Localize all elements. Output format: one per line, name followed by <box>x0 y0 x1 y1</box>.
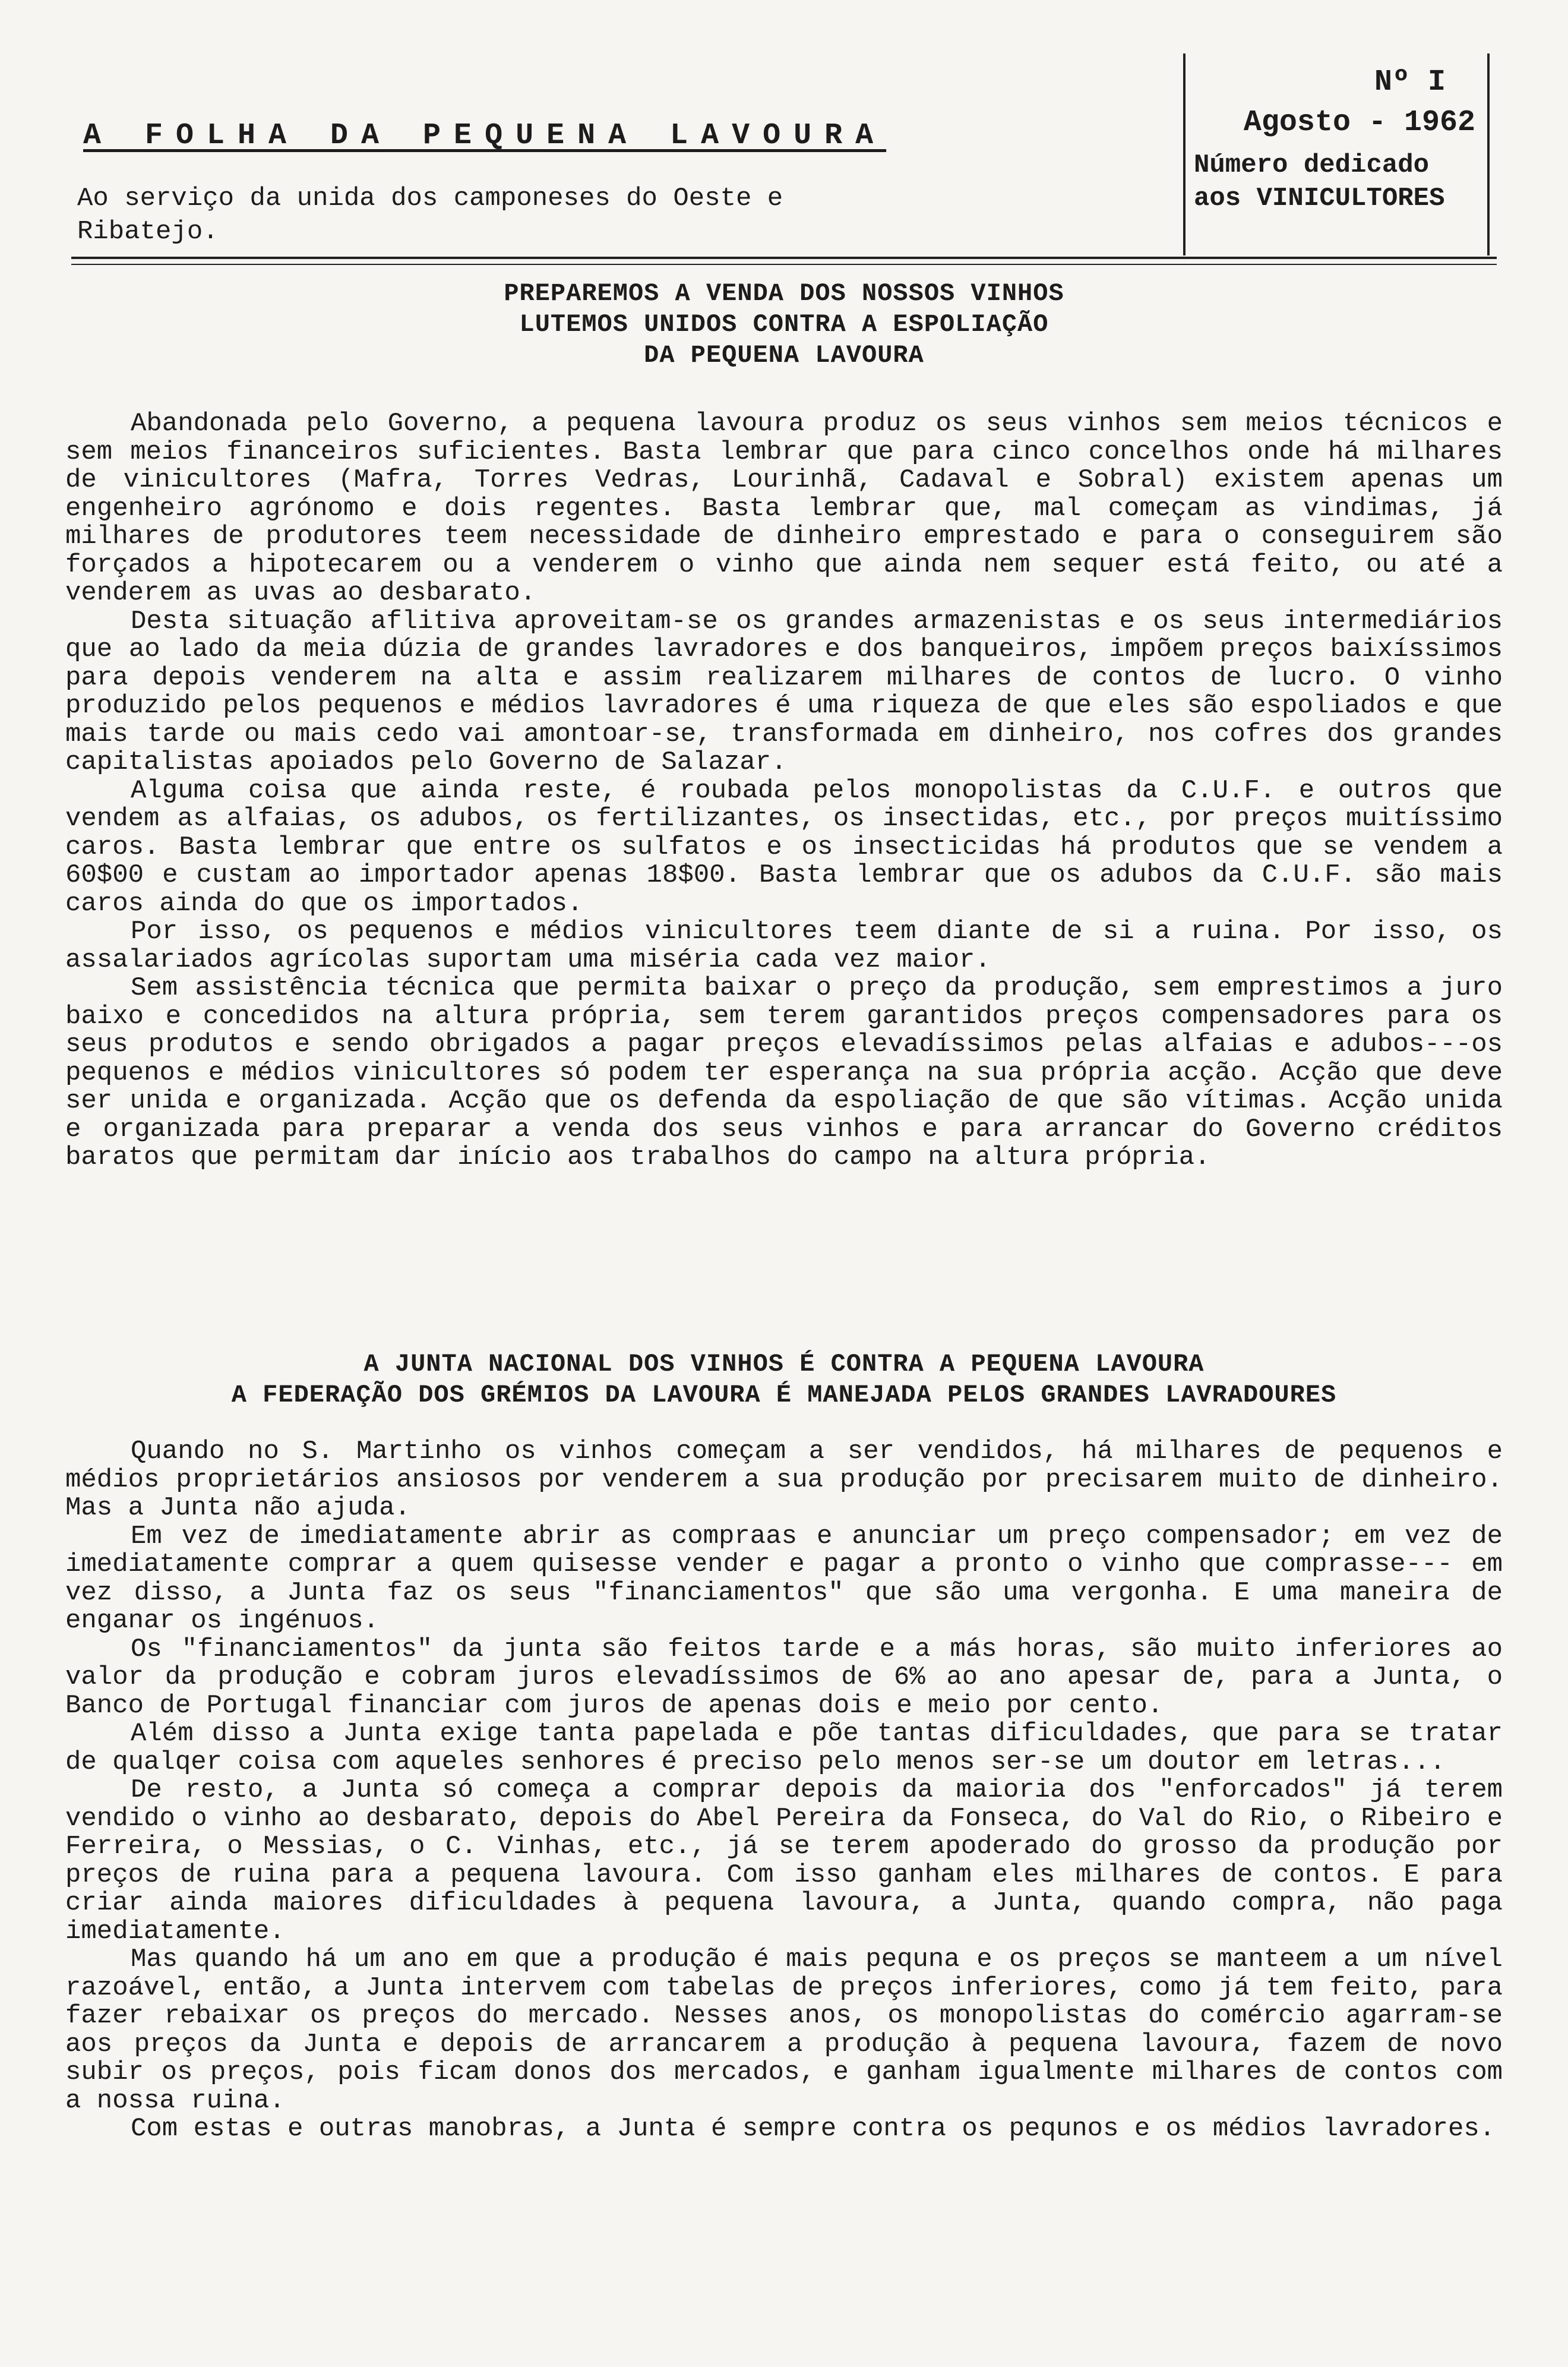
issue-date: Agosto - 1962 <box>1243 106 1475 140</box>
paragraph: Por isso, os pequenos e médios vinicultores teem diante de si a ruina. Por isso, os assalariados agrícolas suportam uma miséria cada vez maior. <box>65 917 1503 975</box>
masthead-title: A FOLHA DA PEQUENA LAVOURA <box>83 119 887 153</box>
heading-line: A FEDERAÇÃO DOS GRÉMIOS DA LAVOURA É MANEJADA PELOS GRANDES LAVRADOURES <box>231 1381 1337 1409</box>
heading-line: PREPAREMOS A VENDA DOS NOSSOS VINHOS <box>504 279 1064 308</box>
heading-line: A JUNTA NACIONAL DOS VINHOS É CONTRA A PEQUENA LAVOURA <box>363 1350 1205 1378</box>
paragraph: De resto, a Junta só começa a comprar depois da maioria dos "enforcados" já terem vendido o vinho ao desbarato, depois do Abel Pereira da Fonseca, do Val do Rio, o Ribeiro e Ferreira, o Messias, o C. Vinhas, etc., já se terem apoderado do grosso da produção por preços de ruina para a pequena lavoura. Com isso ganham eles milhares de contos. E para criar ainda maiores dificuldades à pequena lavoura, a Junta, quando compra, não paga imediatamente. <box>65 1775 1503 1946</box>
issue-number: Nº I <box>1374 65 1446 99</box>
heading-line: DA PEQUENA LAVOURA <box>644 341 924 370</box>
header-rule-thin <box>71 264 1497 265</box>
paragraph: Quando no S. Martinho os vinhos começam a ser vendidos, há milhares de pequenos e médios proprietários ansiosos por venderem a sua produção por precisarem muito de dinheiro. Mas a Junta não ajuda. <box>65 1437 1503 1523</box>
paragraph: Com estas e outras manobras, a Junta é sempre contra os pequnos e os médios lavradores. <box>131 2114 1496 2144</box>
paragraph: Alguma coisa que ainda reste, é roubada pelos monopolistas da C.U.F. e outros que vendem as alfaias, os adubos, os fertilizantes, os insectidas, etc., por preços muitíssimo caros. Basta lembrar que entre os sulfatos e os insecticidas há produtos que se vendem a 60$00 e custam ao importador apenas 18$00. Basta lembrar que os adubos da C.U.F. são mais caros ainda do que os importados. <box>65 775 1503 919</box>
article1-body <box>65 410 1503 1172</box>
paragraph: Desta situação aflitiva aproveitam-se os grandes armazenistas e os seus intermediários que ao lado da meia dúzia de grandes lavradores e dos banqueiros, impõem preços baixíssimos para depois venderem na alta e assim realizarem milhares de contos de lucro. O vinho produzido pelos pequenos e médios lavradores é uma riqueza de que eles são espoliados e que mais tarde ou mais cedo vai amontoar-se, transformada em dinheiro, nos cofres dos grandes capitalistas apoiados pelo Governo de Salazar. <box>65 606 1503 777</box>
paragraph: Além disso a Junta exige tanta papelada e põe tantas dificuldades, que para se tratar de qualqer coisa com aqueles senhores é preciso pelo menos ser-se um doutor em letras... <box>65 1719 1503 1777</box>
header-rule <box>71 257 1497 259</box>
article2-heading <box>71 1349 1497 1410</box>
issue-dedication: Número dedicado aos VINICULTORES <box>1194 150 1445 213</box>
article2-body <box>65 1438 1503 2144</box>
paragraph: Abandonada pelo Governo, a pequena lavoura produz os seus vinhos sem meios técnicos e sem meios financeiros suficientes. Basta lembrar que para cinco concelhos onde há milhares de vinicultores (Mafra, Torres Vedras, Lourinhã, Cadaval e Sobral) existem apenas um engenheiro agrónomo e dois regentes. Basta lembrar que, mal começam as vindimas, já milhares de produtores teem necessidade de dinheiro emprestado e para o conseguirem são forçados a hipotecarem ou a venderem o vinho que ainda nem sequer está feito, ou até a venderem as uvas ao desbarato. <box>65 409 1503 608</box>
paragraph: Os "financiamentos" da junta são feitos tarde e a más horas, são muito inferiores ao valor da produção e cobram juros elevadíssimos de 6% ao ano apesar de, para a Junta, o Banco de Portugal financiar com juros de apenas dois e meio por cento. <box>65 1634 1503 1721</box>
heading-line: LUTEMOS UNIDOS CONTRA A ESPOLIAÇÃO <box>519 310 1049 339</box>
masthead-subtitle: Ao serviço da unida dos camponeses do Oeste e Ribatejo. <box>77 184 783 247</box>
paragraph: Sem assistência técnica que permita baixar o preço da produção, sem emprestimos a juro baixo e concedidos na altura própria, sem terem garantidos preços compensadores para os seus produtos e sendo obrigados a pagar preços elevadíssimos pelas alfaias e adubos---os pequenos e médios vinicultores só podem ter esperança na sua própria acção. Acção que deve ser unida e organizada. Acção que os defenda da espoliação de que são vítimas. Acção unida e organizada para preparar a venda dos seus vinhos e para arrancar do Governo créditos baratos que permitam dar início aos trabalhos do campo na altura própria. <box>65 973 1503 1172</box>
article1-heading <box>71 278 1497 371</box>
issue-box <box>1183 53 1490 255</box>
paragraph: Mas quando há um ano em que a produção é mais pequna e os preços se manteem a um nível razoável, então, a Junta intervem com tabelas de preços inferiores, como já tem feito, para fazer rebaixar os preços do mercado. Nesses anos, os monopolistas do comércio agarram-se aos preços da Junta e depois de arrancarem a produção à pequena lavoura, fazem de novo subir os preços, pois ficam donos dos mercados, e ganham igualmente milhares de contos com a nossa ruina. <box>65 1945 1503 2116</box>
paragraph: Em vez de imediatamente abrir as compraas e anunciar um preço compensador; em vez de imediatamente comprar a quem quisesse vender e pagar a pronto o vinho que comprasse--- em vez disso, a Junta faz os seus "financiamentos" que são uma vergonha. E uma maneira de enganar os ingénuos. <box>65 1521 1503 1636</box>
